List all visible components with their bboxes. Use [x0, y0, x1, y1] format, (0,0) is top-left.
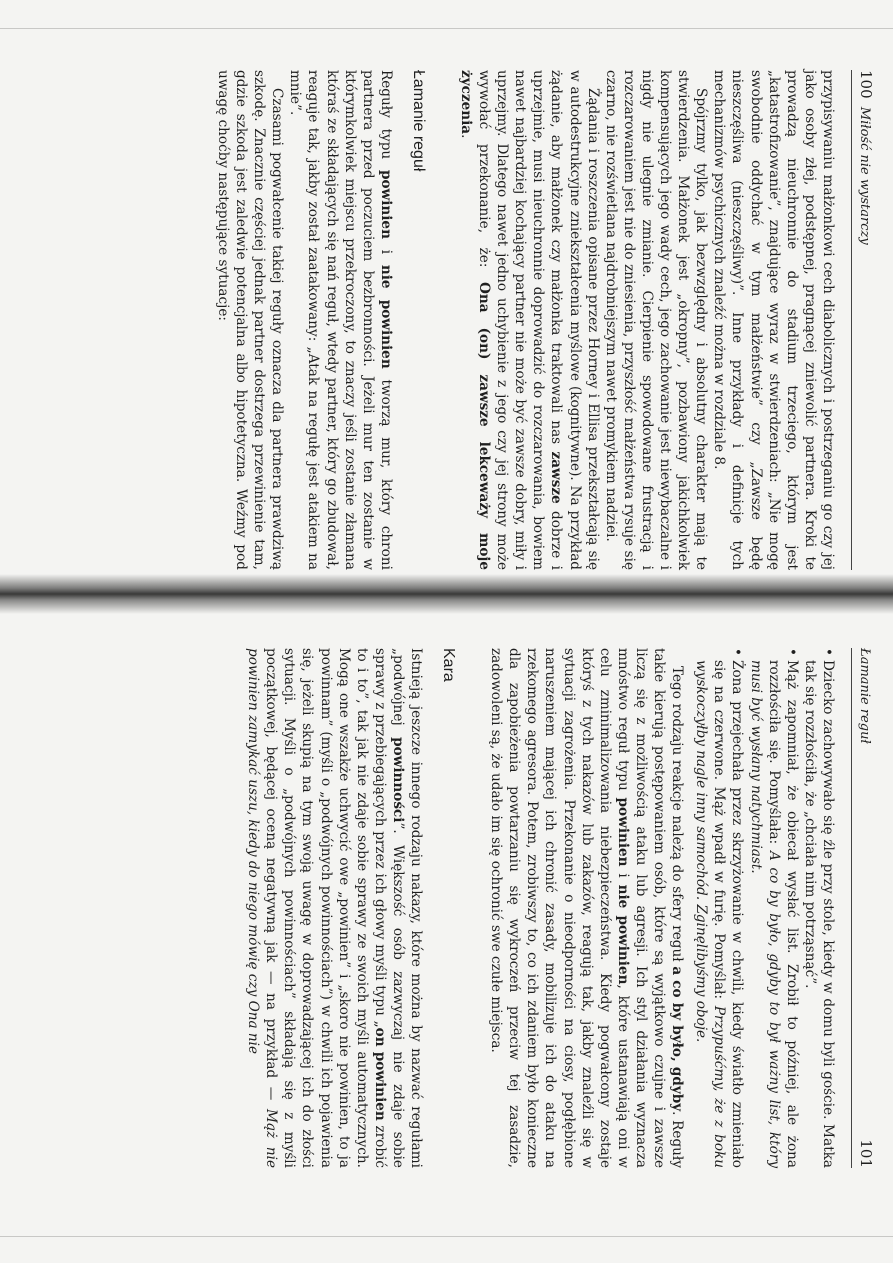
list-item: • Dziecko zachowywało się źle przy stole, kiedy w domu byli goście. Matka tak się rozzłościła, że „chciała nim potrząsnąć”.: [801, 648, 837, 1168]
list-item: • Żona przejechała przez skrzyżowanie w chwili, kiedy światło zmieniało się na czerwone. Mąż wpadł w furię. Pomyślał: Przypuśćmy, że z boku wyskoczyłby nagle inny samochód. Zginęlibyśmy oboje.: [692, 648, 746, 1168]
book-spine-shadow: [0, 574, 893, 614]
paragraph: Żądania i roszczenia opisane przez Horney i Ellisa przekształcają się w autodestrukcyjne zniekształcenia myślowe (kognitywne). Na przykład żądanie, aby małżonek czy małżonka traktowali nas zawsze dobrze i uprzejmie, musi nieuchronnie doprowadzić do rozczarowania, bowiem nawet najbardziej kochający partner nie może być zawsze dobry, miły i uprzejmy. Dlatego nawet jedno uchybienie z jego czy jej strony może wywołać przekonanie, że: Ona (on) zawsze lekceważy moje życzenia.: [458, 70, 601, 570]
paragraph: Reguły typu powinien i nie powinien tworzą mur, który chroni partnera przed poczuciem bezbronności. Jeżeli mur ten zostanie w którymkolwiek miejscu przekroczony, to znaczy jeśli zostanie złamana któraś ze składających się nań reguł, wtedy partner, który go zbudował, reaguje tak, jakby został zaatakowany: „Atak na regułę jest atakiem na mnie”.: [287, 70, 394, 570]
page-number: 100: [857, 70, 875, 99]
running-header: [851, 70, 875, 570]
page-100: [214, 70, 875, 570]
running-header: [851, 648, 875, 1168]
running-title: Miłość nie wystarczy: [857, 106, 872, 245]
example-list: [692, 648, 837, 1168]
page-number: 101: [857, 1139, 875, 1168]
paragraph: Spójrzmy tylko, jak bezwzględny i absolutny charakter mają te stwierdzenia. Małżonek jest „okropny”, pozbawiony jakichkolwiek kompensujących jego wady cech, jego zachowanie jest niewybaczalne i nigdy nie ulegnie zmianie. Cierpienie spowodowane frustracją i rozczarowaniem jest nie do zniesienia, przyszłość małżeństwa rysuje się czarno, nie rozświetlana najdrobniejszym nawet promykiem nadziei.: [602, 70, 710, 570]
page-101: [244, 648, 875, 1168]
paragraph: Tego rodzaju reakcje należą do sfery reguł a co by było, gdyby. Reguły takie kierują postępowaniem osób, które są wyjątkowo czujne i zawsze liczą się z możliwością ataku lub agresji. Ich styl działania wyznacza mnóstwo reguł typu powinien i nie powinien, które ustanawiają oni w celu zminimalizowania niebezpieczeństwa. Kiedy pogwałcony zostaje któryś z tych nakazów lub zakazów, reagują tak, jakby znaleźli się w sytuacji zagrożenia. Przekonanie o nieodporności na ciosy, pogłębione naruszeniem mającej ich chronić zasady, mobilizuje ich do ataku na rzekomego agresora. Potem, zrobiwszy to, co ich zdaniem było konieczne dla zapobieżenia powtarzaniu się wykroczeń przeciw tej zasadzie, zadowoleni są, że udało im się ochronić swe czułe miejsca.: [488, 648, 686, 1169]
section-heading: Łamanie reguł: [409, 70, 427, 172]
running-header-left: [855, 70, 875, 245]
list-item: • Mąż zapomniał, że obiecał wysłać list. Zrobił to później, ale żona rozzłościła się. Pomyślała: A co by było, gdyby to był ważny list, który musi być wysłany natychmiast.: [746, 648, 800, 1168]
scan-edge-line: [0, 28, 893, 29]
paragraph: Czasami pogwałcenie takiej reguły oznacza dla partnera prawdziwą szkodę. Znacznie częściej jednak partner dostrzega przewinienie tam, gdzie szkoda jest zaledwie potencjalna albo hipotetyczna. Weźmy pod uwagę choćby następujące sytuacje:: [215, 70, 286, 570]
paragraph: Istnieją jeszcze innego rodzaju nakazy, które można by nazwać regułami „podwójnej powinności”. Większość osób zazwyczaj nie zdaje sobie sprawy z przebiegających przez ich głowy myśli typu „on powinien zrobić to i to”, tak jak nie zdaje sobie sprawy ze swoich myśli automatycznych. Mogą one wszakże uchwycić owe „powinien” i „skoro nie powinien, to ja powinnam” (myśli o „podwójnych powinnościach”) w chwili ich pojawienia się, jeżeli skupią na tym swoją uwagę w doprowadzającej ich do złości sytuacji. Myśli o „podwójnych powinnościach” składają się z myśli początkowej, będącej oceną negatywną jak — na przykład — Mąż nie powinien zamykać uszu, kiedy do niego mówię czy Ona nie: [245, 648, 425, 1169]
section-heading: Kara: [440, 648, 458, 682]
running-title: Łamanie reguł: [857, 648, 872, 744]
scan-edge-line: [0, 1236, 893, 1237]
paragraph: przypisywaniu małżonkowi cech diabolicznych i postrzeganiu go czy jej jako osoby złej, podstępnej, pragnącej zniewolić partnera. Kroki te prowadzą nieuchronnie do stadium trzeciego, którym jest „katastrofizowanie”, znajdujące wyraz w stwierdzeniach: „Nie mogę swobodnie oddychać w tym małżeństwie” czy „Zawsze będę nieszczęśliwa (nieszczęśliwy)”. Inne przykłady i definicje tych mechanizmów psychicznych znaleźć można w rozdziale 8.: [711, 70, 836, 570]
